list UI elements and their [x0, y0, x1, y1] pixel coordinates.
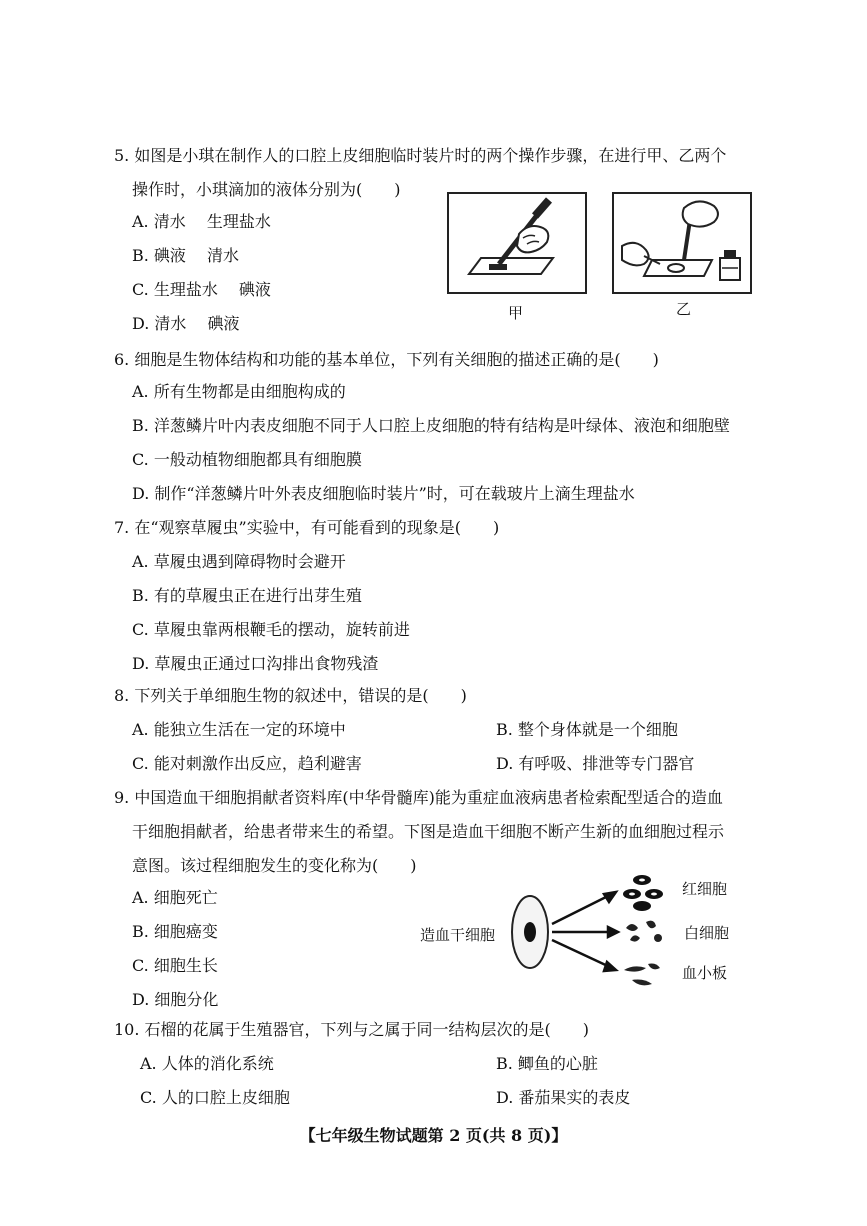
q9-stem-line1: 9. 中国造血干细胞捐献者资料库(中华骨髓库)能为重症血液病患者检索配型适合的造血 — [114, 788, 723, 807]
arrow-to-platelet — [552, 940, 612, 968]
q9-option-c: C. 细胞生长 — [132, 956, 218, 975]
q6-option-b: B. 洋葱鳞片叶内表皮细胞不同于人口腔上皮细胞的特有结构是叶绿体、液泡和细胞壁 — [132, 416, 730, 435]
q8-option-b: B. 整个身体就是一个细胞 — [496, 720, 678, 739]
q10-option-c: C. 人的口腔上皮细胞 — [140, 1088, 290, 1107]
platelet-label: 血小板 — [682, 964, 728, 982]
red-cell-label: 红细胞 — [682, 880, 728, 898]
q9-option-a: A. 细胞死亡 — [132, 888, 218, 907]
q10-option-d: D. 番茄果实的表皮 — [496, 1088, 631, 1107]
q6-option-a: A. 所有生物都是由细胞构成的 — [132, 382, 346, 401]
q7-option-b: B. 有的草履虫正在进行出芽生殖 — [132, 586, 362, 605]
q9-stem-line2: 干细胞捐献者，给患者带来生的希望。下图是造血干细胞不断产生新的血细胞过程示 — [132, 822, 725, 841]
figure-yi-label: 乙 — [676, 300, 692, 318]
q10-option-a: A. 人体的消化系统 — [140, 1054, 274, 1073]
q5-option-a: A. 清水 生理盐水 — [132, 212, 271, 231]
red-blood-cells — [623, 875, 663, 911]
q7-option-c: C. 草履虫靠两根鞭毛的摆动，旋转前进 — [132, 620, 410, 639]
q5-option-d: D. 清水 碘液 — [132, 314, 240, 333]
figure-jia — [447, 192, 587, 294]
stem-cell-nucleus — [524, 922, 536, 942]
figure-jia-label: 甲 — [508, 304, 524, 322]
figure-yi — [612, 192, 752, 294]
q6-option-d: D. 制作“洋葱鳞片叶外表皮细胞临时装片”时，可在载玻片上滴生理盐水 — [132, 484, 635, 503]
q5-stem-line2: 操作时，小琪滴加的液体分别为( ) — [132, 180, 401, 199]
q8-option-d: D. 有呼吸、排泄等专门器官 — [496, 754, 695, 773]
q5-stem-line1: 5. 如图是小琪在制作人的口腔上皮细胞临时装片时的两个操作步骤，在进行甲、乙两个 — [114, 146, 727, 165]
q6-stem: 6. 细胞是生物体结构和功能的基本单位，下列有关细胞的描述正确的是( ) — [114, 350, 659, 369]
q6-option-c: C. 一般动植物细胞都具有细胞膜 — [132, 450, 362, 469]
q9-option-b: B. 细胞癌变 — [132, 922, 218, 941]
white-blood-cells — [626, 921, 662, 942]
q7-stem: 7. 在“观察草履虫”实验中，有可能看到的现象是( ) — [114, 518, 500, 537]
dropper-on-slide-illustration — [449, 194, 585, 292]
q9-stem-line3: 意图。该过程细胞发生的变化称为( ) — [132, 856, 417, 875]
page-footer: 【七年级生物试题第 2 页(共 8 页)】 — [299, 1126, 568, 1145]
q8-option-a: A. 能独立生活在一定的环境中 — [132, 720, 346, 739]
staining-slide-illustration — [614, 194, 750, 292]
white-cell-label: 白细胞 — [684, 924, 730, 942]
q8-option-c: C. 能对刺激作出反应，趋利避害 — [132, 754, 362, 773]
q5-option-b: B. 碘液 清水 — [132, 246, 240, 265]
q9-option-d: D. 细胞分化 — [132, 990, 219, 1009]
q7-option-a: A. 草履虫遇到障碍物时会避开 — [132, 552, 346, 571]
arrow-to-red — [552, 894, 612, 924]
q10-option-b: B. 鲫鱼的心脏 — [496, 1054, 598, 1073]
q10-stem: 10. 石榴的花属于生殖器官，下列与之属于同一结构层次的是( ) — [114, 1020, 590, 1039]
platelets — [624, 964, 660, 986]
stem-cell-label: 造血干细胞 — [420, 926, 496, 944]
q8-stem: 8. 下列关于单细胞生物的叙述中，错误的是( ) — [114, 686, 467, 705]
q7-option-d: D. 草履虫正通过口沟排出食物残渣 — [132, 654, 379, 673]
q5-option-c: C. 生理盐水 碘液 — [132, 280, 271, 299]
